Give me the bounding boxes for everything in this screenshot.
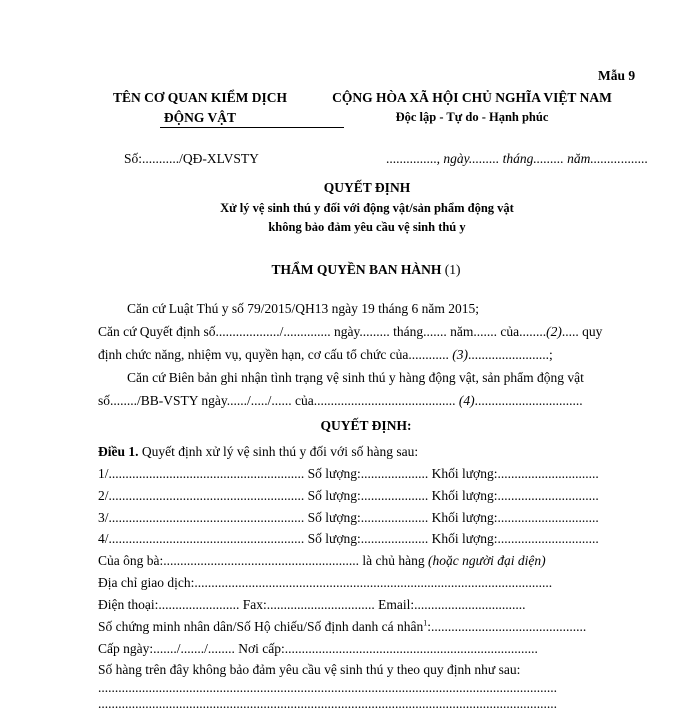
decision-number: Số:.........../QĐ-XLVSTY	[124, 151, 259, 166]
issuing-authority: THẨM QUYỀN BAN HÀNH (1)	[271, 262, 461, 277]
document-subtitle-1: Xử lý vệ sinh thú y đối với động vật/sản phẩm động vật	[220, 201, 514, 215]
agency-underline	[160, 127, 344, 128]
reason-dots: ........................................................................................................................................	[98, 680, 557, 695]
issue-line: Cấp ngày:......./......./........ Nơi cấp:...........................................................................	[98, 641, 538, 656]
contact-line: Điện thoại:........................ Fax:................................ Email:.................................	[98, 597, 526, 612]
goods-item: 4/.......................................................... Số lượng:.................... Khối lượng:..............................	[98, 531, 599, 546]
article-1: Điều 1. Quyết định xử lý vệ sinh thú y đối với số hàng sau:	[98, 444, 419, 459]
owner-line: Của ông bà:.......................................................... là chủ hàng (hoặc người đại diện)	[98, 553, 546, 568]
id-number-line: Số chứng minh nhân dân/Số Hộ chiếu/Số định danh cá nhân$^1$:..............................................	[98, 618, 587, 634]
basis-decision-cont: định chức năng, nhiệm vụ, quyền hạn, cơ cấu tổ chức của............ (3)........................;	[98, 347, 553, 362]
basis-decision: Căn cứ Quyết định số.................../.............. ngày......... tháng....... năm....... của........(2)..... quy	[98, 324, 603, 339]
basis-record: Căn cứ Biên bản ghi nhận tình trạng vệ sinh thú y hàng động vật, sản phẩm động vật	[127, 370, 584, 385]
address-line: Địa chỉ giao dịch:..........................................................................................................	[98, 575, 553, 590]
reason-line: Số hàng trên đây không bảo đảm yêu cầu vệ sinh thú y theo quy định như sau:	[98, 662, 521, 677]
nation-name: CỘNG HÒA XÃ HỘI CHỦ NGHĨA VIỆT NAM	[332, 90, 612, 105]
goods-item: 3/.......................................................... Số lượng:.................... Khối lượng:..............................	[98, 510, 599, 525]
agency-name-line1: TÊN CƠ QUAN KIỂM DỊCH	[112, 90, 287, 105]
nation-motto: Độc lập - Tự do - Hạnh phúc	[395, 110, 549, 124]
footnote-marker: 1	[423, 618, 428, 628]
decides-heading: QUYẾT ĐỊNH:	[320, 418, 412, 433]
basis-record-cont: số......../BB-VSTY ngày....../...../...... của.......................................... (4)................................	[98, 393, 583, 408]
document-subtitle-2: không bảo đảm yêu cầu vệ sinh thú y	[268, 220, 466, 234]
decision-date: ..............., ngày......... tháng......... năm.................	[386, 151, 648, 166]
agency-name-line2: ĐỘNG VẬT	[163, 110, 237, 125]
basis-law: Căn cứ Luật Thú y số 79/2015/QH13 ngày 19 tháng 6 năm 2015;	[127, 301, 480, 316]
form-code: Mẫu 9	[598, 68, 636, 83]
goods-item: 1/.......................................................... Số lượng:.................... Khối lượng:..............................	[98, 466, 599, 481]
goods-item: 2/.......................................................... Số lượng:.................... Khối lượng:..............................	[98, 488, 599, 503]
document-title: QUYẾT ĐỊNH	[323, 180, 411, 195]
reason-dots: ........................................................................................................................................	[98, 696, 557, 711]
